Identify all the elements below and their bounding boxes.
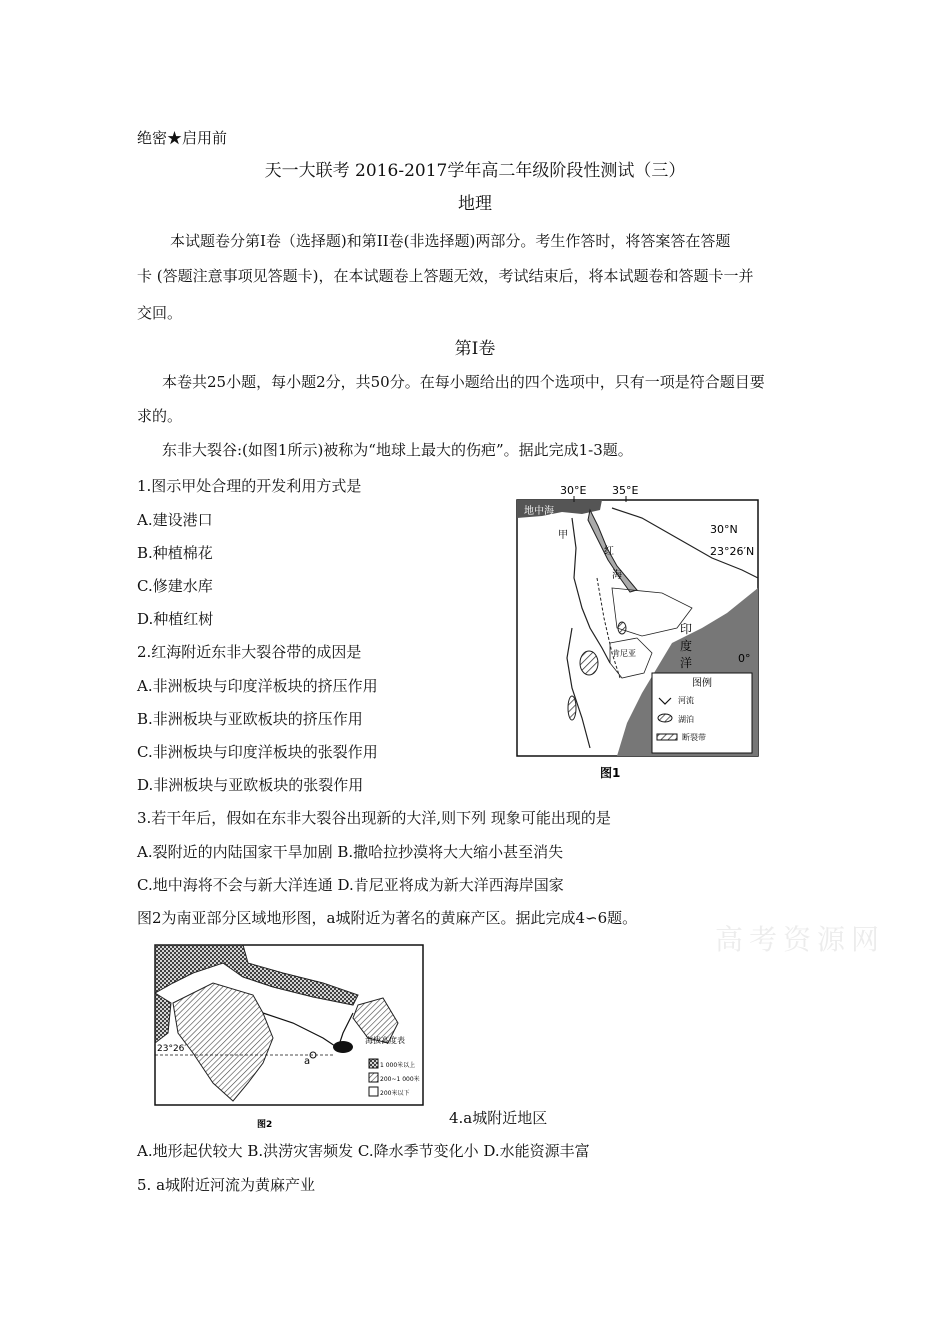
fig2-legend-item: 200米以下 [380, 1090, 410, 1097]
q1-option-b: B.种植棉花 [137, 544, 213, 562]
fig1-place-label: 海 [612, 570, 622, 581]
section1-instructions-1: 本卷共25小题，每小题2分，共50分。在每小题给出的四个选项中，只有一项是符合题目要 [162, 373, 765, 391]
section1-heading: 第Ⅰ卷 [454, 339, 496, 359]
fig1-place-label: 地中海 [524, 506, 554, 517]
fig1-lat-label: 30°N [710, 523, 738, 536]
fig1-place-label: 度 [680, 639, 693, 653]
q2-option-b: B.非洲板块与亚欧板块的挤压作用 [137, 710, 363, 728]
subject-title: 地理 [458, 194, 492, 214]
q4-options: A.地形起伏较大 B.洪涝灾害频发 C.降水季节变化小 D.水能资源丰富 [137, 1142, 590, 1160]
fig2-legend-item: 1 000米以上 [380, 1062, 416, 1069]
watermark: 高考资源网 [715, 923, 886, 956]
q3-options-line-2: C.地中海将不会与新大洋连通 D.肯尼亚将成为新大洋西海岸国家 [137, 876, 564, 894]
q5-stem: 5. a城附近河流为黄麻产业 [137, 1176, 316, 1194]
fig2-legend-title: 海拔高度表 [365, 1036, 405, 1045]
q1-option-c: C.修建水库 [137, 577, 213, 595]
fig1-place-label: 印 [680, 622, 693, 636]
fig1-place-label: 肯尼亚 [612, 649, 636, 658]
passage-2: 图2为南亚部分区域地形图，a城附近为著名的黄麻产区。据此完成4∽6题。 [137, 909, 638, 927]
section1-instructions-2: 求的。 [137, 407, 183, 425]
q2-option-c: C.非洲板块与印度洋板块的张裂作用 [137, 743, 378, 761]
q2-stem: 2.红海附近东非大裂谷带的成因是 [137, 643, 362, 661]
fig1-place-label: 红 [604, 546, 614, 557]
intro-line-1: 本试题卷分第Ⅰ卷（选择题)和第II卷(非选择题)两部分。考生作答时，将答案答在答题 [170, 232, 731, 250]
fig1-place-label: 洋 [680, 656, 693, 670]
fig1-legend-title: 图例 [692, 678, 712, 689]
q2-option-a: A.非洲板块与印度洋板块的挤压作用 [137, 677, 378, 695]
q2-option-d: D.非洲板块与亚欧板块的张裂作用 [137, 776, 364, 794]
q1-option-d: D.种植红树 [137, 610, 214, 628]
fig2-lat-label: 23°26′ [157, 1044, 187, 1054]
q1-stem: 1.图示甲处合理的开发利用方式是 [137, 477, 362, 495]
fig1-lon-label: 30°E [560, 484, 587, 497]
fig1-legend-item: 河流 [678, 696, 694, 705]
q3-stem: 3.若干年后，假如在东非大裂谷出现新的大洋,则下列 现象可能出现的是 [137, 809, 611, 827]
fig1-caption: 图1 [600, 766, 621, 780]
q4-stem: 4.a城附近地区 [449, 1109, 548, 1127]
fig1-legend-item: 湖泊 [678, 715, 694, 724]
intro-line-2: 卡 (答题注意事项见答题卡)，在本试题卷上答题无效，考试结束后，将本试题卷和答题卡一并 [137, 267, 754, 285]
exam-title: 天一大联考 2016-2017学年高二年级阶段性测试（三） [264, 161, 686, 181]
fig2-city-label: a [304, 1056, 311, 1067]
q1-option-a: A.建设港口 [137, 511, 213, 529]
fig1-lat-label: 0° [738, 652, 751, 665]
intro-line-3: 交回。 [137, 304, 183, 322]
fig1-lon-label: 35°E [612, 484, 639, 497]
fig1-legend-item: 断裂带 [682, 733, 706, 742]
fig2-legend-item: 200~1 000米 [380, 1076, 420, 1083]
q3-options-line-1: A.裂附近的内陆国家干旱加剧 B.撒哈拉抄漠将大大缩小甚至消失 [137, 843, 564, 861]
secret-label: 绝密★启用前 [137, 129, 228, 147]
figure-2-map [153, 943, 425, 1133]
figure-1-map [512, 478, 772, 788]
fig1-place-label: 甲 [558, 530, 568, 541]
passage-1: 东非大裂谷:(如图1所示)被称为“地球上最大的伤疤”。据此完成1-3题。 [162, 441, 633, 459]
fig2-caption: 图2 [257, 1120, 273, 1130]
fig1-lat-label: 23°26′N [710, 545, 755, 558]
